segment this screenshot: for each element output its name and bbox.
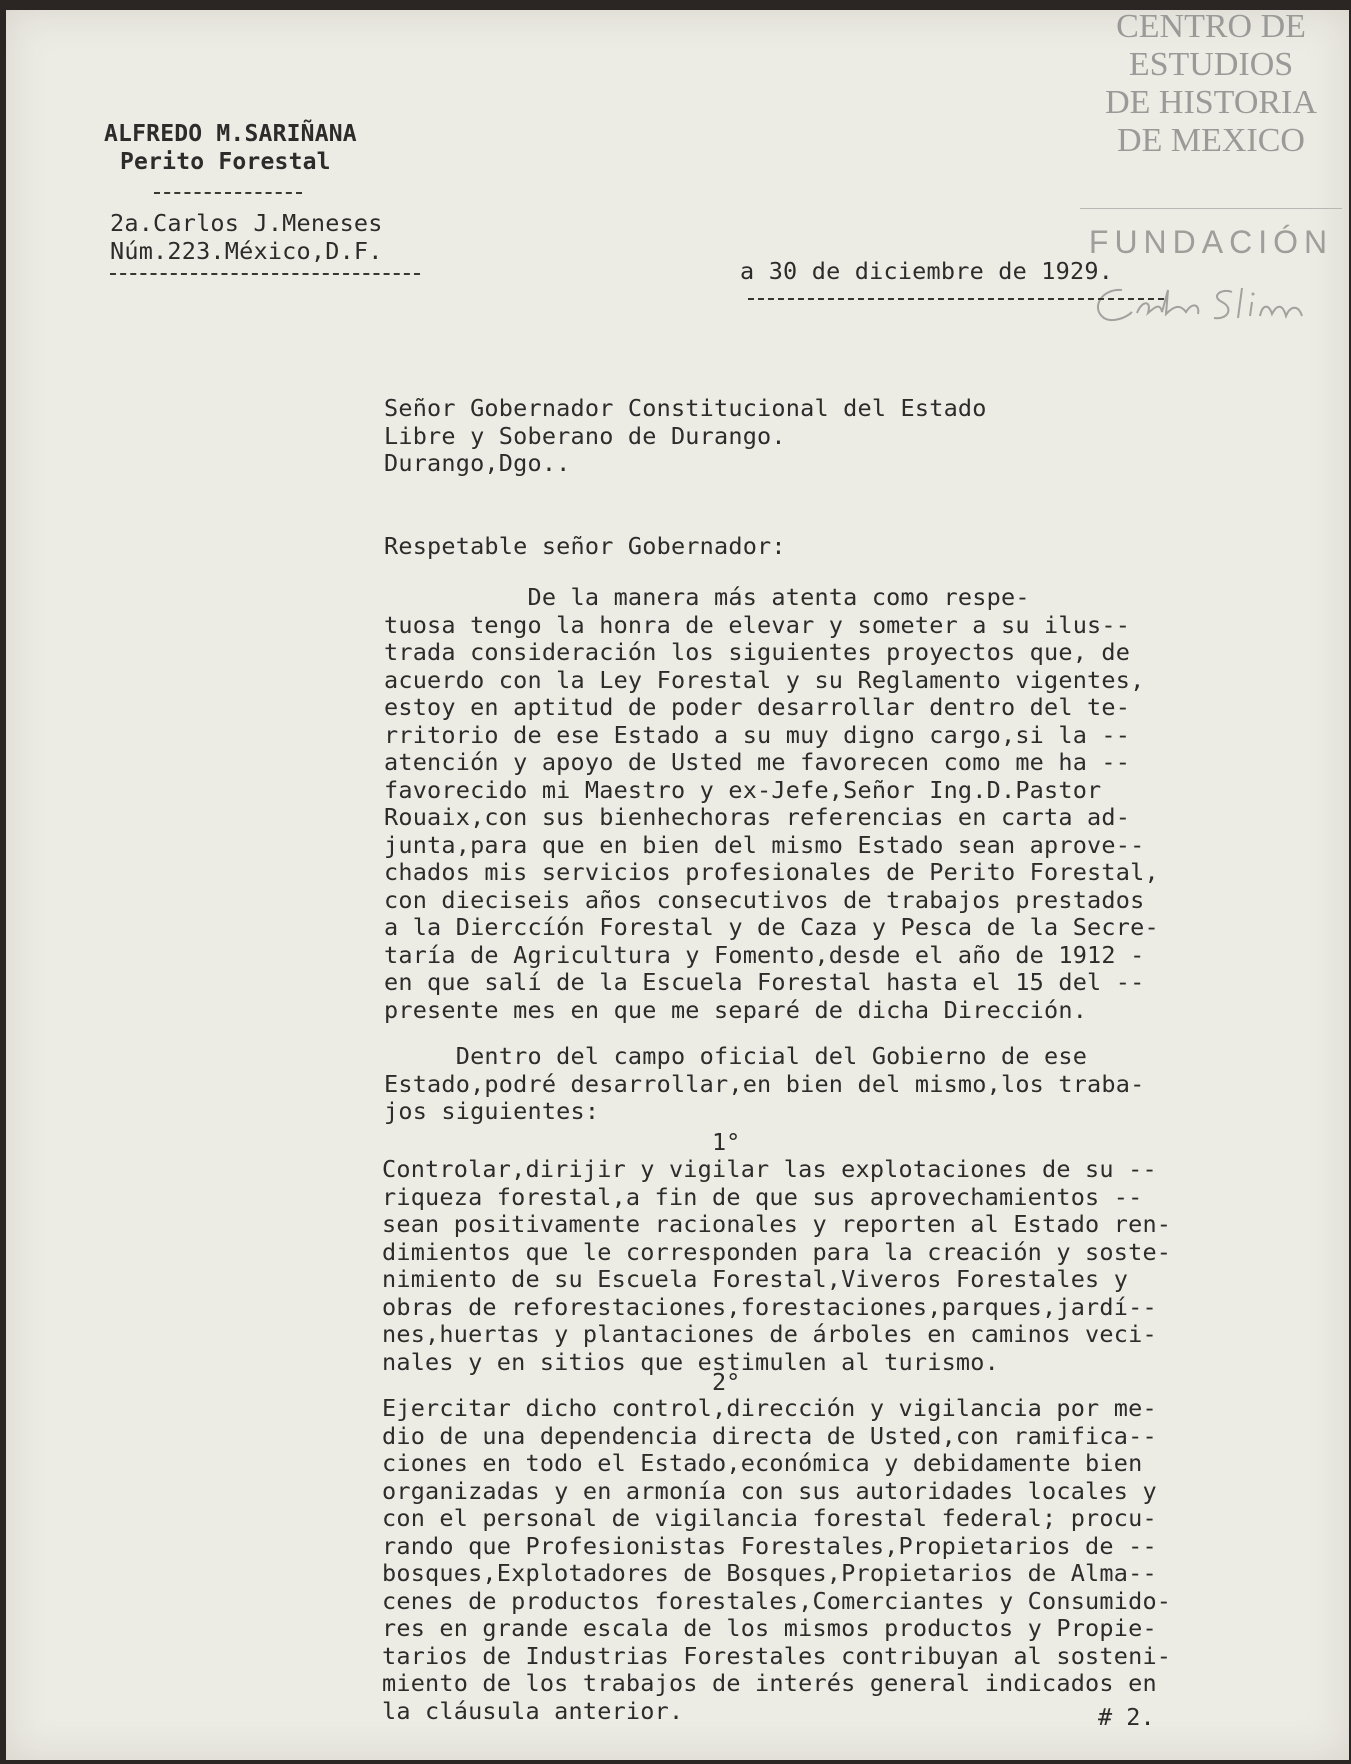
- text-line: obras de reforestaciones,forestaciones,parques,jardí--: [382, 1292, 1157, 1321]
- watermark-line: DE MEXICO: [1117, 122, 1305, 159]
- letterhead-divider-short: [154, 192, 302, 194]
- text-line: atención y apoyo de Usted me favorecen como me ha --: [384, 748, 1131, 776]
- item-number: 2°: [712, 1368, 741, 1396]
- text-line: a la Dierccíón Forestal y de Caza y Pesca de la Secre-: [384, 913, 1159, 941]
- watermark-line: ESTUDIOS: [1128, 46, 1294, 83]
- text-line: miento de los trabajos de interés general indicados en: [382, 1669, 1157, 1697]
- text-line: tarios de Industrias Forestales contribuyan al sosteni-: [382, 1641, 1172, 1670]
- watermark-archive: [1080, 8, 1342, 160]
- watermark-line: DE HISTORIA: [1105, 84, 1317, 121]
- text-line: favorecido mi Maestro y ex-Jefe,Señor Ing.D.Pastor: [384, 775, 1102, 804]
- text-line: nimiento de su Escuela Forestal,Viveros Forestales y: [382, 1265, 1129, 1293]
- text-line: dimientos que le corresponden para la creación y soste-: [382, 1237, 1172, 1266]
- sender-title: Perito Forestal: [120, 149, 331, 175]
- body-paragraph-2: [384, 1043, 1144, 1126]
- text-line: estoy en aptitud de poder desarrollar dentro del te-: [384, 693, 1131, 721]
- text-line: con dieciseis años consecutivos de trabajos prestados: [384, 885, 1145, 914]
- text-line: riqueza forestal,a fin de que sus aprovechamientos --: [382, 1182, 1143, 1211]
- salutation: Respetable señor Gobernador:: [384, 532, 786, 560]
- text-line: Dentro del campo oficial del Gobierno de ese: [384, 1042, 1088, 1070]
- body-paragraph-1: [384, 584, 1159, 1024]
- text-line: taría de Agricultura y Fomento,desde el año de 1912 -: [384, 940, 1145, 969]
- page-reference: # 2.: [1098, 1703, 1155, 1731]
- text-line: nes,huertas y plantaciones de árboles en caminos veci-: [382, 1320, 1157, 1348]
- sender-address: [110, 210, 383, 265]
- recipient-block: [384, 395, 987, 478]
- item-number: 1°: [712, 1128, 741, 1156]
- text-line: tuosa tengo la honra de elevar y someter a su ilus--: [384, 610, 1131, 639]
- text-line: Estado,podré desarrollar,en bien del mismo,los traba-: [384, 1069, 1145, 1098]
- text-line: ciones en todo el Estado,económica y debidamente bien: [382, 1449, 1143, 1477]
- text-line: acuerdo con la Ley Forestal y su Reglamento vigentes,: [384, 665, 1145, 694]
- watermark-signature-logo: [1082, 278, 1342, 328]
- text-line: organizadas y en armonía con sus autoridades locales y: [382, 1476, 1157, 1505]
- text-line: cenes de productos forestales,Comerciantes y Consumido-: [382, 1586, 1172, 1615]
- text-line: chados mis servicios profesionales de Perito Forestal,: [384, 858, 1159, 886]
- text-line: sean positivamente racionales y reporten al Estado ren-: [382, 1210, 1172, 1238]
- text-line: nales y en sitios que estimulen al turismo.: [382, 1347, 999, 1376]
- text-line: Controlar,dirijir y vigilar las explotaciones de su --: [382, 1155, 1157, 1183]
- text-line: Ejercitar dicho control,dirección y vigilancia por me-: [382, 1394, 1157, 1422]
- text-line: rritorio de ese Estado a su muy digno cargo,si la --: [384, 720, 1131, 749]
- text-line: jos siguientes:: [384, 1097, 600, 1125]
- address-line: 2a.Carlos J.Meneses: [110, 209, 383, 237]
- recipient-line: Señor Gobernador Constitucional del Estado: [384, 394, 987, 422]
- item-1-text: [382, 1156, 1171, 1376]
- text-line: con el personal de vigilancia forestal federal; procu-: [382, 1504, 1157, 1532]
- date-underline: [748, 298, 1164, 300]
- recipient-line: Libre y Soberano de Durango.: [384, 421, 786, 450]
- watermark-divider: [1080, 208, 1342, 209]
- letter-date: a 30 de diciembre de 1929.: [740, 257, 1114, 285]
- text-line: rando que Profesionistas Forestales,Propietarios de --: [382, 1531, 1157, 1560]
- text-line: presente mes en que me separé de dicha Dirección.: [384, 995, 1088, 1024]
- recipient-line: Durango,Dgo..: [384, 449, 571, 477]
- letterhead: [104, 120, 357, 176]
- watermark-line: CENTRO DE: [1116, 8, 1306, 45]
- text-line: De la manera más atenta como respe-: [384, 583, 1030, 611]
- sender-name: ALFREDO M.SARIÑANA: [104, 121, 357, 147]
- text-line: la cláusula anterior.: [382, 1696, 684, 1725]
- text-line: res en grande escala de los mismos productos y Propie-: [382, 1614, 1157, 1642]
- watermark-foundation: FUNDACIÓN: [1088, 224, 1334, 260]
- text-line: en que salí de la Escuela Forestal hasta el 15 del --: [384, 968, 1145, 996]
- letterhead-divider: [110, 273, 420, 275]
- item-2-text: [382, 1395, 1171, 1725]
- address-line: Núm.223.México,D.F.: [110, 236, 383, 265]
- text-line: dio de una dependencia directa de Usted,con ramifica--: [382, 1421, 1157, 1450]
- text-line: bosques,Explotadores de Bosques,Propietarios de Alma--: [382, 1559, 1157, 1587]
- text-line: Rouaix,con sus bienhechoras referencias en carta ad-: [384, 803, 1131, 831]
- text-line: junta,para que en bien del mismo Estado sean aprove--: [384, 830, 1145, 859]
- text-line: trada consideración los siguientes proyectos que, de: [384, 638, 1131, 666]
